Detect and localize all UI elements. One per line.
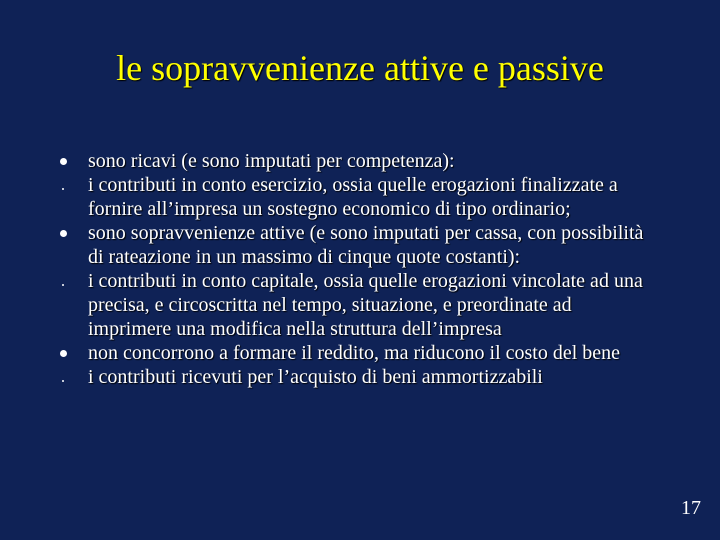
list-item [55, 365, 655, 389]
sub-bullet-icon [62, 380, 64, 382]
sub-bullet-icon [62, 284, 64, 286]
bullet-icon [60, 230, 67, 237]
list-item-text: i contributi in conto esercizio, ossia quelle erogazioni finalizzate a fornire all’impresa un sostegno economico di tipo ordinario; [88, 174, 618, 220]
slide-title: le sopravvenienze attive e passive [116, 48, 604, 88]
list-item [55, 269, 655, 341]
list-item [55, 173, 655, 221]
sub-bullet-icon [62, 188, 64, 190]
list-item [55, 341, 655, 365]
list-item-text: sono sopravvenienze attive (e sono imputati per cassa, con possibilità di rateazione in un massimo di cinque quote costanti): [88, 222, 644, 268]
list-item-text: i contributi ricevuti per l’acquisto di beni ammortizzabili [88, 366, 543, 388]
list-item-text: non concorrono a formare il reddito, ma riducono il costo del bene [88, 342, 621, 364]
list-item-text: i contributi in conto capitale, ossia quelle erogazioni vincolate ad una precisa, e circoscritta nel tempo, situazione, e preordinate ad imprimere una modifica nella struttura dell’impresa [88, 270, 643, 340]
list-item-text: sono ricavi (e sono imputati per competenza): [88, 150, 455, 172]
bullet-icon [60, 350, 67, 357]
list-item [55, 221, 655, 269]
page-number: 17 [681, 497, 701, 519]
bullet-list [55, 149, 655, 389]
list-item [55, 149, 655, 173]
bullet-icon [60, 158, 67, 165]
